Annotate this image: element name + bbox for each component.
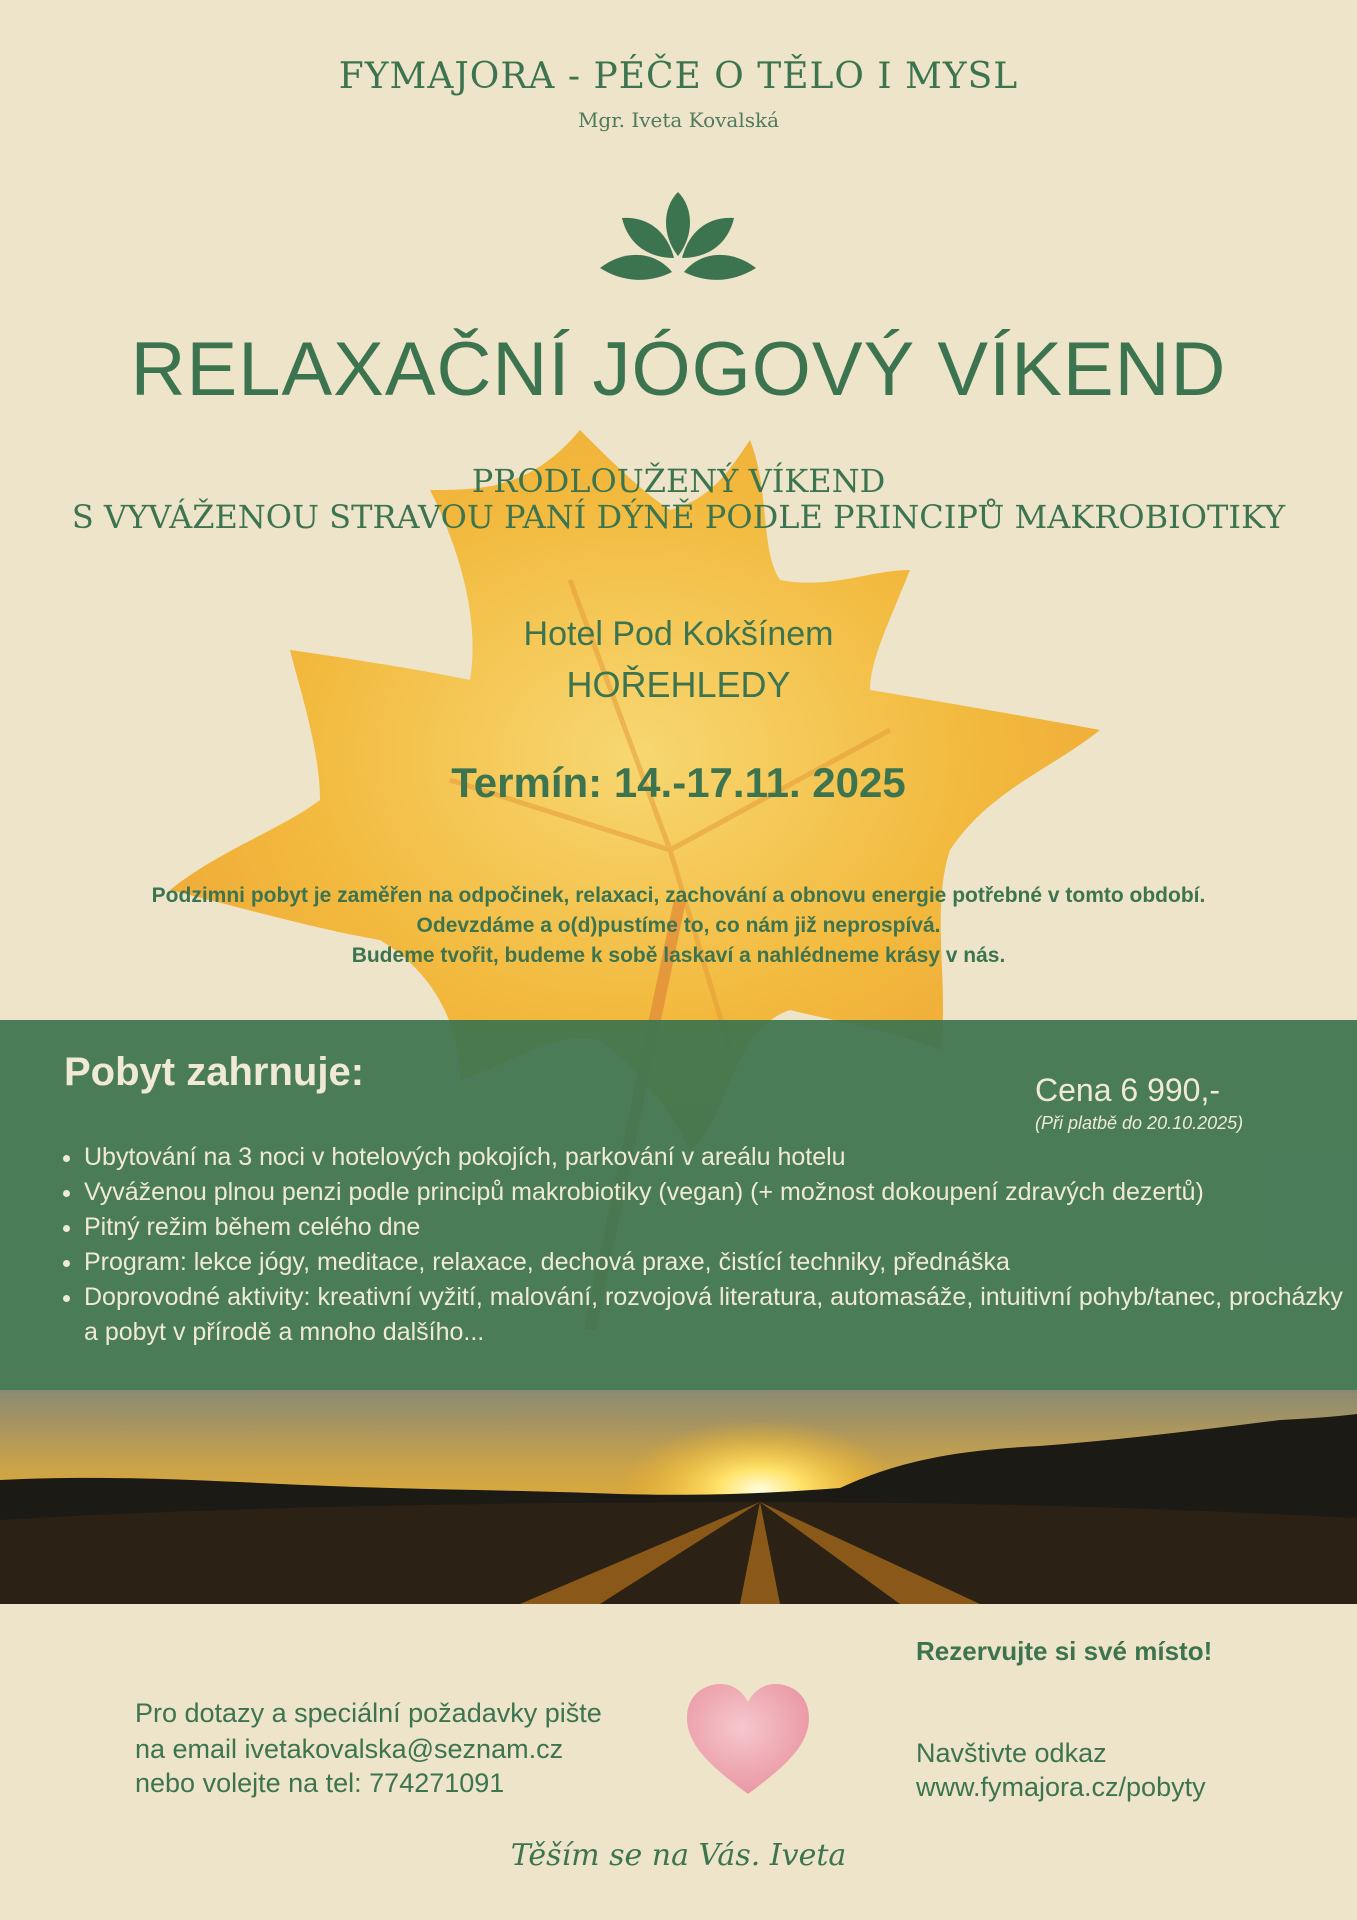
price-note: (Při platbě do 20.10.2025) (1035, 1113, 1244, 1133)
venue-place: HOŘEHLEDY (566, 664, 791, 705)
contact-line: Pro dotazy a speciální požadavky pište (135, 1698, 602, 1728)
subtitle-line-1: PRODLOUŽENÝ VÍKEND (471, 462, 886, 500)
reserve-title: Rezervujte si své místo! (916, 1636, 1213, 1666)
list-item: • Vyváženou plnou penzi podle principů makrobiotiky (vegan) (+ možnost dokoupení zdravých dezertů) (84, 1175, 1354, 1210)
price: Cena 6 990,- (1035, 1072, 1221, 1108)
description-line: Podzimni pobyt je zaměřen na odpočinek, relaxaci, zachování a obnovu energie potřebné v tomto období. (151, 884, 1206, 907)
heart-icon (683, 1680, 813, 1800)
description-line: Budeme tvořit, budeme k sobě laskaví a nahlédneme krásy v nás. (351, 944, 1006, 967)
term-date: Termín: 14.-17.11. 2025 (451, 759, 906, 806)
signature: Těším se na Vás. Iveta (510, 1838, 847, 1873)
contact-email[interactable]: na email ivetakovalska@seznam.cz (135, 1734, 564, 1764)
includes-title: Pobyt zahrnuje: (64, 1050, 365, 1094)
includes-list (62, 1140, 1354, 1350)
sunset-image (0, 1390, 1357, 1604)
org-person: Mgr. Iveta Kovalská (577, 108, 780, 132)
list-item: • Program: lekce jógy, meditace, relaxace, dechová praxe, čistící techniky, přednáška (84, 1245, 1354, 1280)
list-item: • Pitný režim během celého dne (84, 1210, 1354, 1245)
list-item: • Doprovodné aktivity: kreativní vyžití, malování, rozvojová literatura, automasáže, intuitivní pohyb/tanec, procházky a pobyt v přírodě a mnoho dalšího... (84, 1280, 1354, 1350)
main-title: RELAXAČNÍ JÓGOVÝ VÍKEND (130, 327, 1227, 412)
lotus-icon (598, 186, 758, 286)
venue-hotel: Hotel Pod Kokšínem (523, 615, 834, 653)
contact-phone[interactable]: nebo volejte na tel: 774271091 (135, 1768, 505, 1798)
description-line: Odevzdáme a o(d)pustíme to, co nám již neprospívá. (416, 914, 941, 937)
visit-label: Navštivte odkaz (916, 1738, 1107, 1768)
subtitle-line-2: S VYVÁŽENOU STRAVOU PANÍ DÝNĚ PODLE PRINCIPŮ MAKROBIOTIKY (71, 498, 1286, 536)
list-item: • Ubytování na 3 noci v hotelových pokojích, parkování v areálu hotelu (84, 1140, 1354, 1175)
org-name: FYMAJORA - PÉČE O TĚLO I MYSL (338, 56, 1019, 97)
website-link[interactable]: www.fymajora.cz/pobyty (916, 1772, 1206, 1802)
